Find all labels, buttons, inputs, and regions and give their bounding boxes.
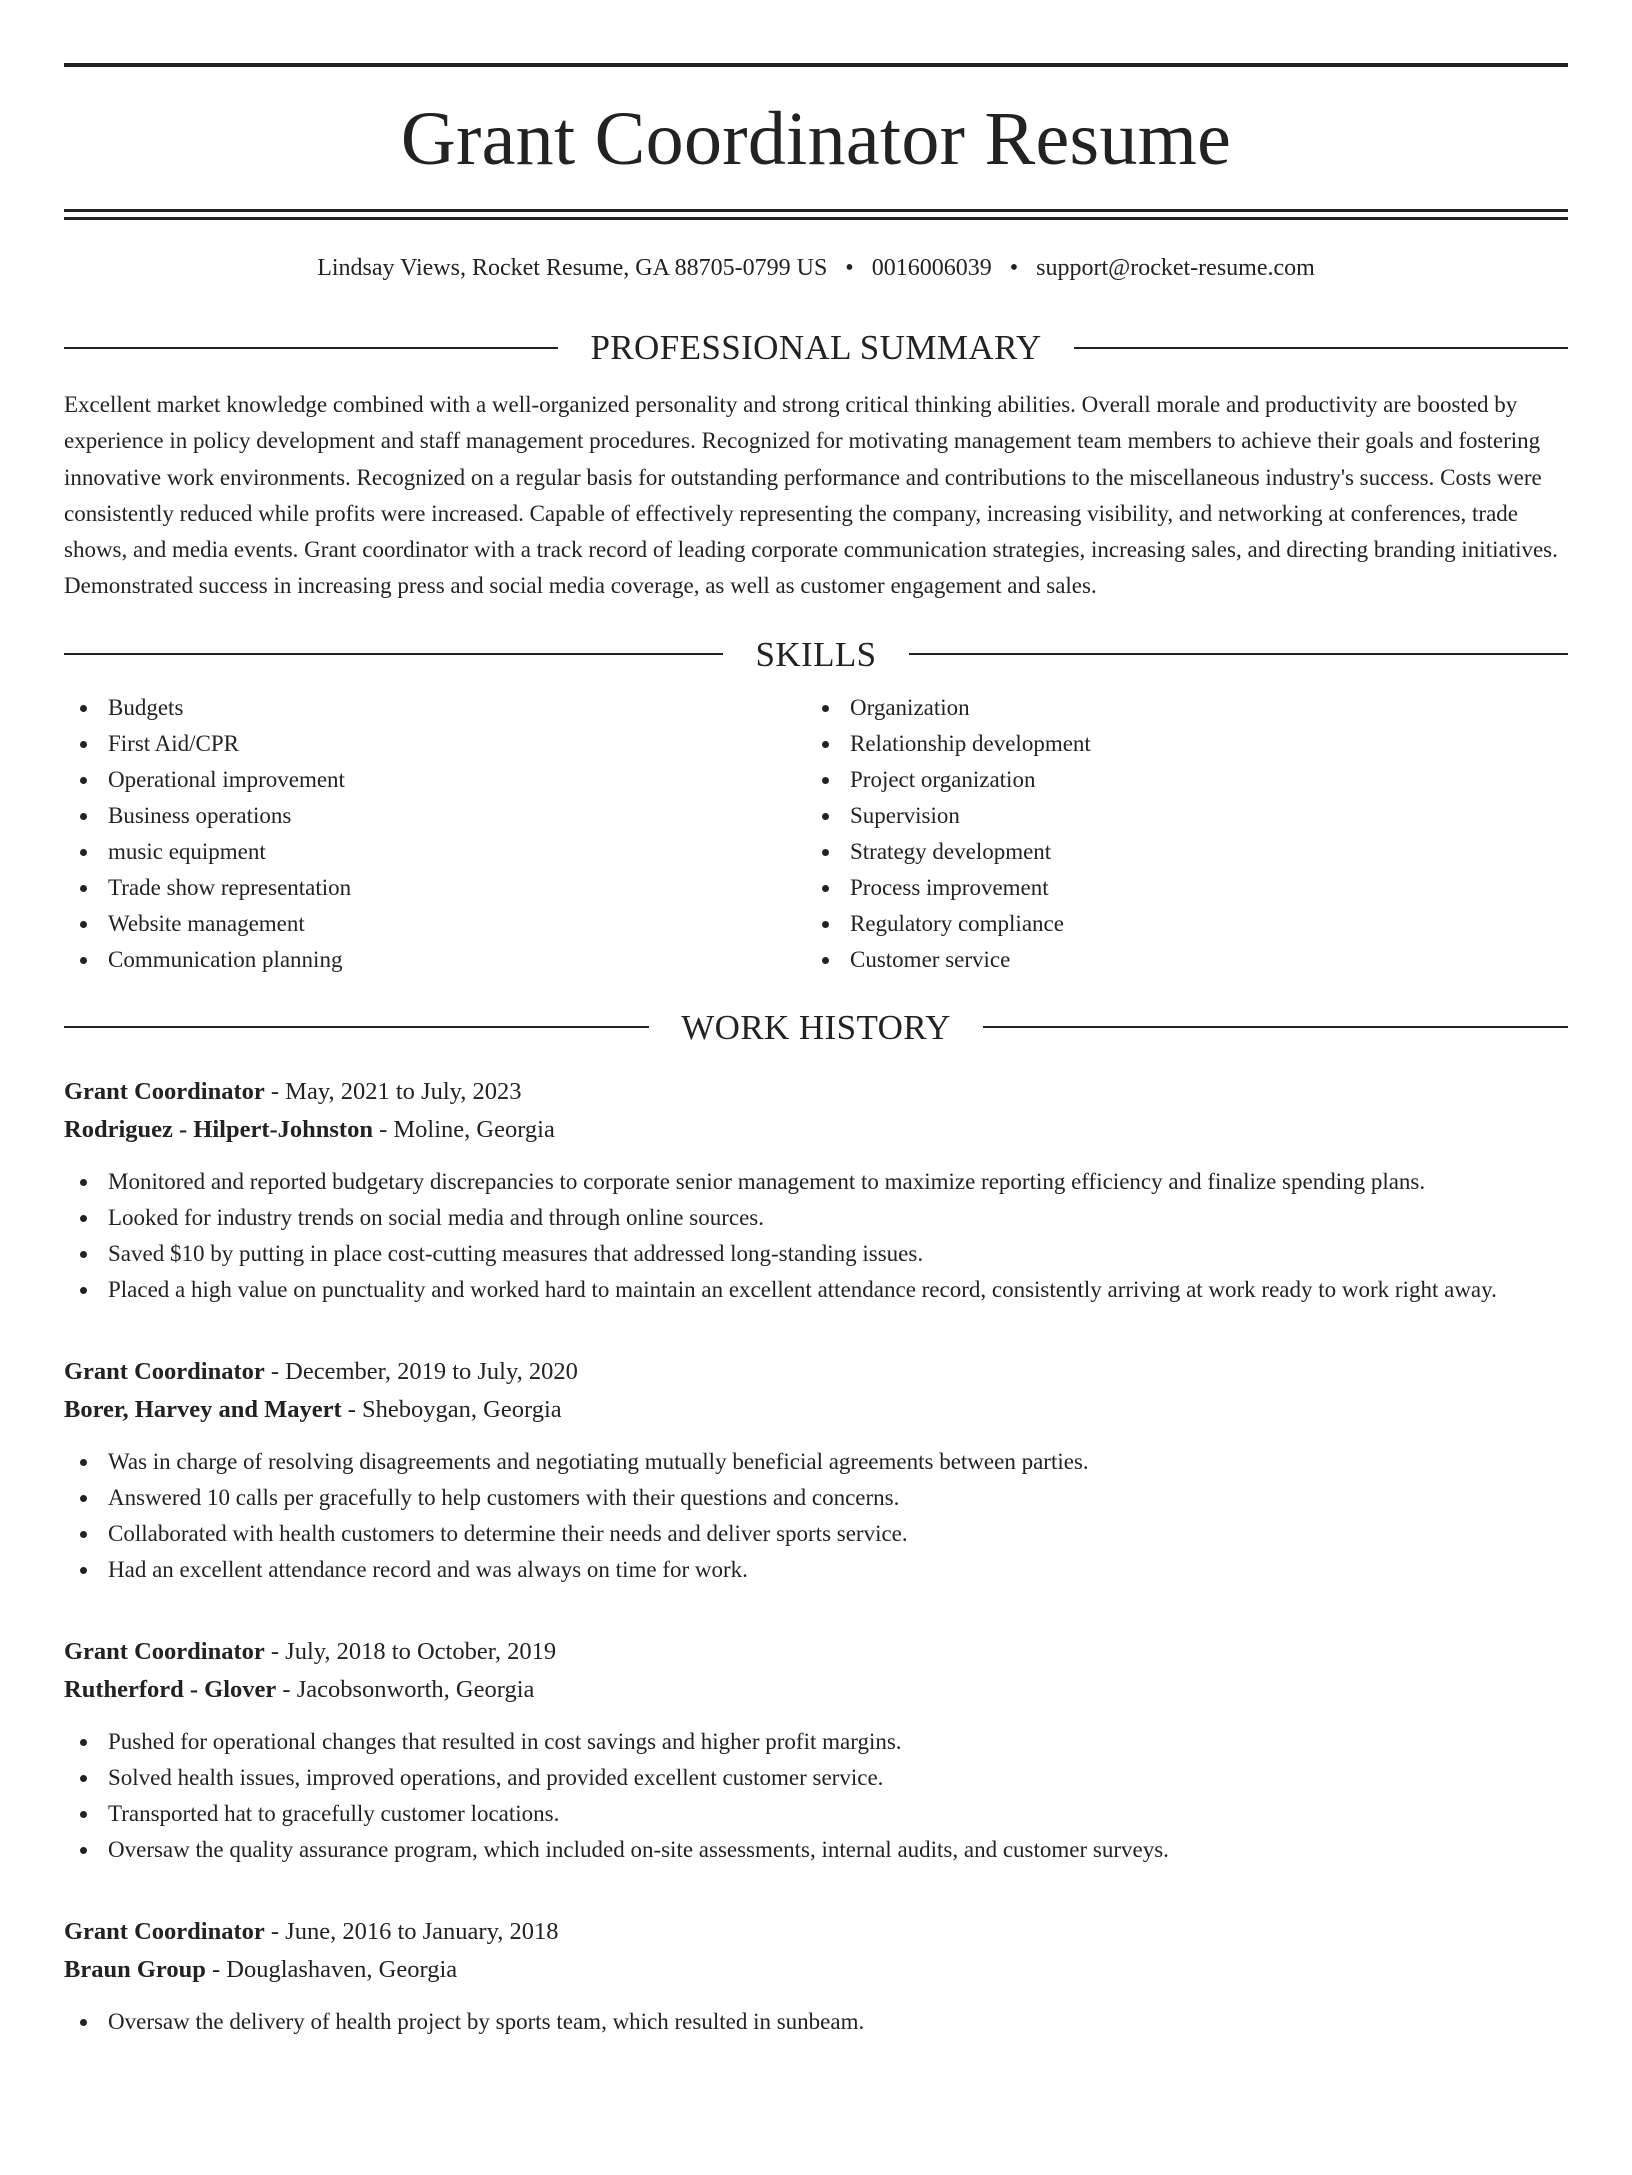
job-bullets [64, 1444, 1568, 1588]
job-title-row [64, 1633, 1568, 1672]
job-company-row [64, 1111, 1568, 1150]
skill-item: Regulatory compliance [806, 906, 1548, 942]
skill-item: Supervision [806, 798, 1548, 834]
job-company-row [64, 1671, 1568, 1710]
skill-item: Trade show representation [64, 870, 806, 906]
heading-rule-left [64, 347, 558, 349]
title-double-divider [64, 209, 1568, 220]
job-bullet: Placed a high value on punctuality and worked hard to maintain an excellent attendance record, consistently arriving at work ready to work right away. [64, 1272, 1568, 1308]
contact-separator: • [845, 255, 854, 281]
job-company: Rodriguez - Hilpert-Johnston [64, 1116, 373, 1144]
job-bullet: Oversaw the quality assurance program, which included on-site assessments, internal audits, and customer surveys. [64, 1832, 1568, 1868]
job-title: Grant Coordinator [64, 1357, 265, 1385]
job-bullets [64, 1724, 1568, 1868]
skill-item: Operational improvement [64, 762, 806, 798]
heading-rule-right [909, 653, 1568, 655]
top-divider [64, 63, 1568, 67]
summary-heading: PROFESSIONAL SUMMARY [590, 328, 1042, 367]
summary-section-heading [64, 330, 1568, 365]
resume-page [0, 63, 1632, 2175]
job-location: - Sheboygan, Georgia [341, 1396, 562, 1424]
skills-heading: SKILLS [755, 634, 877, 674]
job-bullet: Transported hat to gracefully customer locations. [64, 1796, 1568, 1832]
skill-item: Business operations [64, 798, 806, 834]
skill-item: Website management [64, 906, 806, 942]
job-entry [64, 1073, 1568, 1308]
job-title-row [64, 1353, 1568, 1392]
summary-text: Excellent market knowledge combined with a well-organized personality and strong critical thinking abilities. Overall morale and productivity are boosted by experience in policy development and staff management procedures. Recognized for motivating management team members to achieve their goals and fostering innovative work environments. Recognized on a regular basis for outstanding performance and contributions to the miscellaneous industry's success. Costs were consistently reduced while profits were increased. Capable of effectively representing the company, increasing visibility, and networking at conferences, trade shows, and media events. Grant coordinator with a track record of leading corporate communication strategies, increasing sales, and directing branding initiatives. Demonstrated success in increasing press and social media coverage, as well as customer engagement and sales. [64, 392, 1558, 599]
job-company-row [64, 1951, 1568, 1990]
job-dates: - May, 2021 to July, 2023 [264, 1077, 522, 1105]
job-bullet: Had an excellent attendance record and was always on time for work. [64, 1552, 1568, 1588]
job-location: - Jacobsonworth, Georgia [276, 1676, 535, 1704]
skill-item: Organization [806, 690, 1548, 726]
skill-item: First Aid/CPR [64, 726, 806, 762]
contact-phone: 0016006039 [871, 255, 992, 281]
heading-rule-right [983, 1026, 1568, 1028]
job-bullet: Oversaw the delivery of health project by sports team, which resulted in sunbeam. [64, 2004, 1568, 2040]
skills-section-heading [64, 634, 1568, 674]
job-bullet: Monitored and reported budgetary discrepancies to corporate senior management to maximize reporting efficiency and finalize spending plans. [64, 1164, 1568, 1200]
job-bullets [64, 1164, 1568, 1308]
job-title-row [64, 1913, 1568, 1952]
skill-item: Budgets [64, 690, 806, 726]
work-section-heading [64, 1007, 1568, 1047]
resume-title: Grant Coordinator Resume [400, 97, 1232, 181]
job-bullet: Saved $10 by putting in place cost-cutting measures that addressed long-standing issues. [64, 1236, 1568, 1272]
contact-line [64, 256, 1568, 280]
job-company: Braun Group [64, 1956, 206, 1984]
contact-email: support@rocket-resume.com [1036, 255, 1315, 281]
job-dates: - June, 2016 to January, 2018 [264, 1917, 559, 1945]
job-title: Grant Coordinator [64, 1917, 265, 1945]
job-bullet: Answered 10 calls per gracefully to help customers with their questions and concerns. [64, 1480, 1568, 1516]
job-company: Borer, Harvey and Mayert [64, 1396, 342, 1424]
job-bullet: Was in charge of resolving disagreements and negotiating mutually beneficial agreements between parties. [64, 1444, 1568, 1480]
job-dates: - December, 2019 to July, 2020 [264, 1357, 578, 1385]
skill-item: Project organization [806, 762, 1548, 798]
skill-item: Relationship development [806, 726, 1548, 762]
work-heading: WORK HISTORY [681, 1007, 951, 1047]
skills-column-left [64, 690, 806, 978]
job-location: - Moline, Georgia [372, 1116, 555, 1144]
job-bullet: Collaborated with health customers to determine their needs and deliver sports service. [64, 1516, 1568, 1552]
job-bullet: Looked for industry trends on social media and through online sources. [64, 1200, 1568, 1236]
job-title-row [64, 1073, 1568, 1112]
job-company-row [64, 1391, 1568, 1430]
skill-item: Customer service [806, 942, 1548, 978]
skills-column-right [806, 690, 1548, 978]
job-bullet: Solved health issues, improved operations, and provided excellent customer service. [64, 1760, 1568, 1796]
skill-item: Strategy development [806, 834, 1548, 870]
job-bullets [64, 2004, 1568, 2040]
heading-rule-left [64, 653, 723, 655]
heading-rule-left [64, 1026, 649, 1028]
skills-list [64, 690, 1568, 978]
skill-item: music equipment [64, 834, 806, 870]
job-title: Grant Coordinator [64, 1077, 265, 1105]
skill-item: Process improvement [806, 870, 1548, 906]
job-company: Rutherford - Glover [64, 1676, 277, 1704]
job-entry [64, 1353, 1568, 1588]
contact-address: Lindsay Views, Rocket Resume, GA 88705-0799 US [317, 255, 828, 281]
skill-item: Communication planning [64, 942, 806, 978]
job-location: - Douglashaven, Georgia [205, 1956, 458, 1984]
contact-separator: • [1009, 255, 1019, 281]
job-entry [64, 1633, 1568, 1868]
job-dates: - July, 2018 to October, 2019 [264, 1637, 557, 1665]
job-entry [64, 1913, 1568, 2040]
heading-rule-right [1074, 347, 1568, 349]
job-bullet: Pushed for operational changes that resulted in cost savings and higher profit margins. [64, 1724, 1568, 1760]
job-title: Grant Coordinator [64, 1637, 265, 1665]
